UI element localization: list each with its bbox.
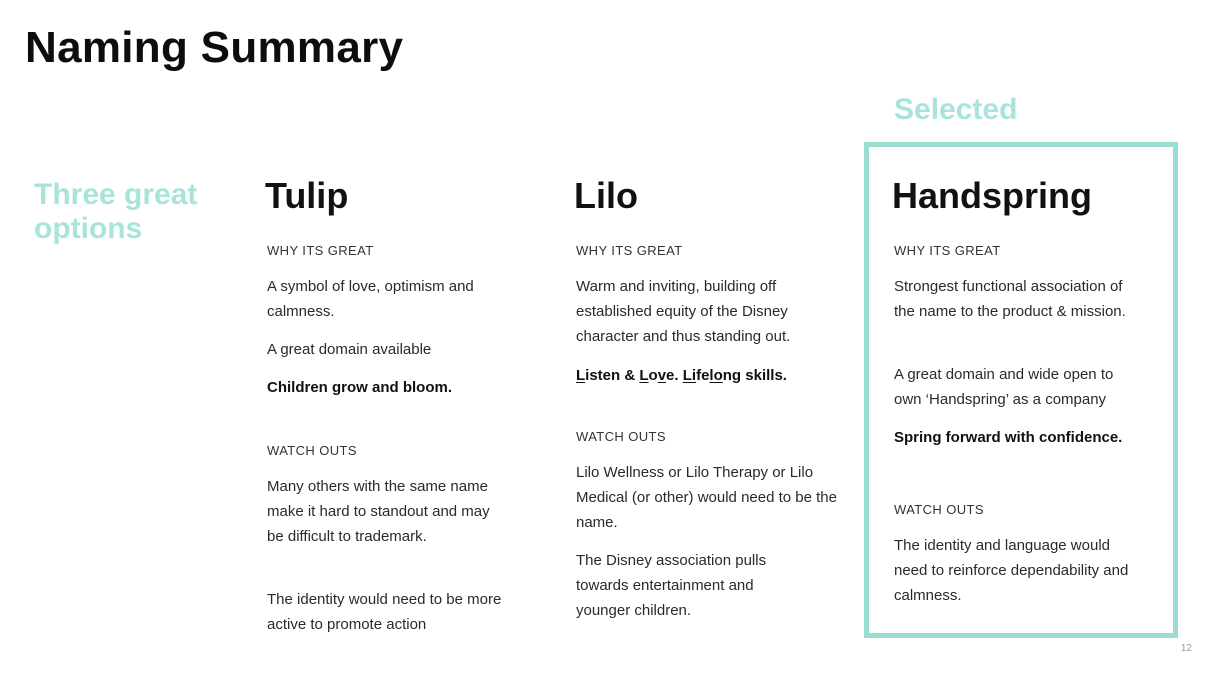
page-number: 12 bbox=[1180, 643, 1192, 654]
option-column-tulip bbox=[265, 174, 515, 644]
why-point: A symbol of love, optimism and calmness. bbox=[267, 278, 474, 320]
why-tagline: Listen & Love. Lifelong skills. bbox=[576, 367, 787, 384]
option-column-lilo bbox=[574, 174, 844, 644]
watch-point: The Disney association pulls towards entertainment and younger children. bbox=[576, 552, 767, 619]
option-name: Handspring bbox=[892, 175, 1093, 216]
why-point: A great domain available bbox=[267, 341, 432, 358]
why-tagline: Spring forward with confidence. bbox=[894, 429, 1123, 446]
watch-point: Many others with the same name make it hard to standout and may be difficult to trademark. bbox=[267, 478, 490, 545]
underlined-L: L bbox=[576, 367, 586, 384]
underlined-v: v bbox=[657, 367, 667, 384]
why-heading: WHY ITS GREAT bbox=[576, 243, 683, 258]
why-point: Warm and inviting, building off established equity of the Disney character and thus standing out. bbox=[576, 278, 791, 345]
watch-point: The identity and language would need to reinforce dependability and calmness. bbox=[894, 537, 1129, 604]
why-tagline: Children grow and bloom. bbox=[267, 379, 452, 396]
watch-point: The identity would need to be more active to promote action bbox=[267, 591, 502, 633]
selected-label: Selected bbox=[894, 93, 1018, 126]
why-heading: WHY ITS GREAT bbox=[267, 243, 374, 258]
why-point: A great domain and wide open to own ‘Handspring’ as a company bbox=[894, 366, 1114, 408]
watch-heading: WATCH OUTS bbox=[267, 443, 357, 458]
underlined-lo: lo bbox=[709, 367, 723, 384]
why-heading: WHY ITS GREAT bbox=[894, 243, 1001, 258]
underlined-L: L bbox=[639, 367, 649, 384]
option-name: Tulip bbox=[265, 175, 349, 216]
why-point: Strongest functional association of the name to the product & mission. bbox=[894, 278, 1126, 320]
option-column-handspring bbox=[892, 174, 1152, 624]
watch-heading: WATCH OUTS bbox=[894, 502, 984, 517]
underlined-Li: Li bbox=[682, 367, 697, 384]
option-name: Lilo bbox=[574, 175, 638, 216]
tagline: Three great options bbox=[34, 178, 198, 245]
watch-heading: WATCH OUTS bbox=[576, 429, 666, 444]
page-title: Naming Summary bbox=[25, 23, 404, 72]
watch-point: Lilo Wellness or Lilo Therapy or Lilo Medical (or other) would need to be the name. bbox=[576, 464, 837, 531]
